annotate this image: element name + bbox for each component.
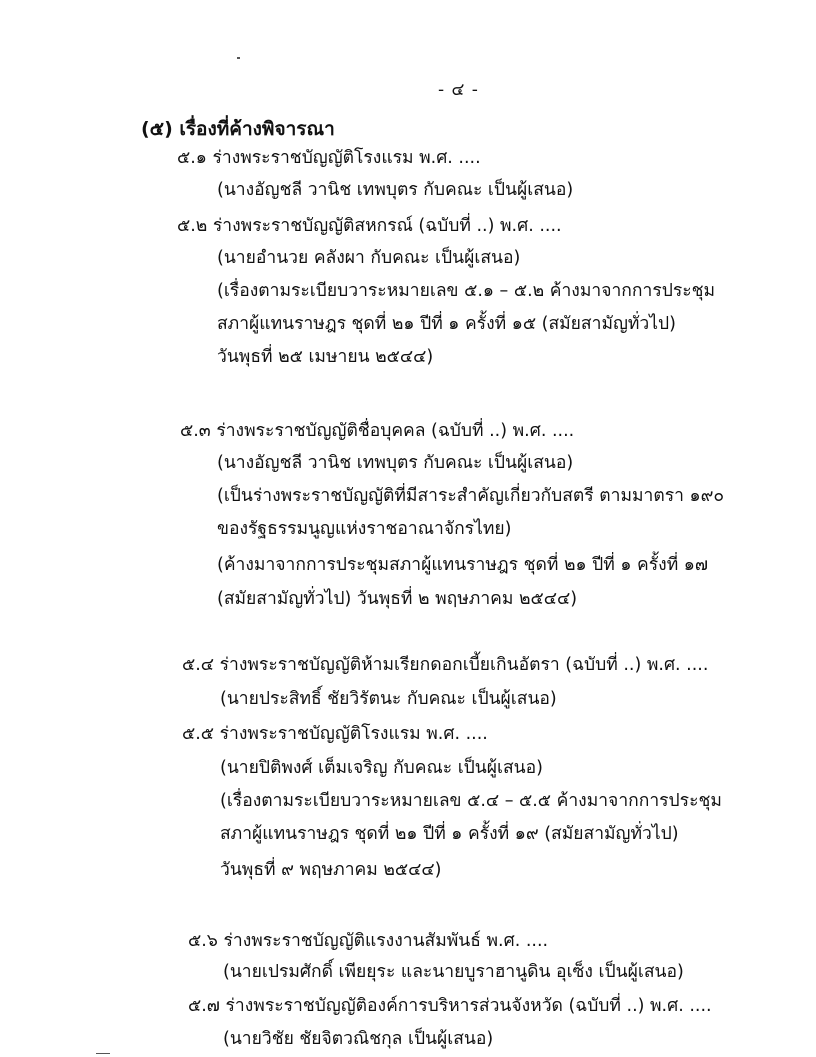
- scan-speck: [237, 57, 240, 59]
- item-line: (นายอำนวย คลังผา กับคณะ เป็นผู้เสนอ): [217, 248, 521, 268]
- item-title: ๕.๑ ร่างพระราชบัญญัติโรงแรม พ.ศ. ....: [177, 148, 481, 168]
- item-line: วันพุธที่ ๒๕ เมษายน ๒๕๔๔): [217, 347, 434, 367]
- item-line: สภาผู้แทนราษฎร ชุดที่ ๒๑ ปีที่ ๑ ครั้งที่ ๑๙ (สมัยสามัญทั่วไป): [220, 824, 679, 844]
- item-line: (นางอัญชลี วานิช เทพบุตร กับคณะ เป็นผู้เสนอ): [217, 180, 574, 200]
- item-line: (นายประสิทธิ์ ชัยวิรัตนะ กับคณะ เป็นผู้เสนอ): [220, 689, 557, 709]
- item-line: (ค้างมาจากการประชุมสภาผู้แทนราษฎร ชุดที่ ๒๑ ปีที่ ๑ ครั้งที่ ๑๗: [217, 555, 709, 575]
- item-line: (สมัยสามัญทั่วไป) วันพุธที่ ๒ พฤษภาคม ๒๕๔๔): [217, 589, 578, 609]
- item-title: ๕.๓ ร่างพระราชบัญญัติชื่อบุคคล (ฉบับที่ ..) พ.ศ. ....: [180, 421, 575, 441]
- item-line: (เป็นร่างพระราชบัญญัติที่มีสาระสำคัญเกี่ยวกับสตรี ตามมาตรา ๑๙๐: [217, 486, 725, 506]
- section-heading: (๕) เรื่องที่ค้างพิจารณา: [141, 118, 335, 140]
- item-line: (นายวิชัย ชัยจิตวณิชกุล เป็นผู้เสนอ): [223, 1029, 494, 1049]
- item-line: (เรื่องตามระเบียบวาระหมายเลข ๕.๔ – ๕.๕ ค้างมาจากการประชุม: [220, 791, 722, 811]
- item-title: ๕.๔ ร่างพระราชบัญญัติห้ามเรียกดอกเบี้ยเกินอัตรา (ฉบับที่ ..) พ.ศ. ....: [182, 655, 709, 675]
- item-title: ๕.๒ ร่างพระราชบัญญัติสหกรณ์ (ฉบับที่ ..) พ.ศ. ....: [177, 216, 562, 236]
- item-line: (นางอัญชลี วานิช เทพบุตร กับคณะ เป็นผู้เสนอ): [217, 453, 574, 473]
- item-line: (เรื่องตามระเบียบวาระหมายเลข ๕.๑ – ๕.๒ ค้างมาจากการประชุม: [217, 281, 716, 301]
- scan-speck: [96, 1053, 110, 1054]
- item-line: (นายปิติพงศ์ เต็มเจริญ กับคณะ เป็นผู้เสนอ): [220, 758, 543, 778]
- item-title: ๕.๗ ร่างพระราชบัญญัติองค์การบริหารส่วนจังหวัด (ฉบับที่ ..) พ.ศ. ....: [188, 996, 712, 1016]
- item-line: (นายเปรมศักดิ์ เพียยุระ และนายบูราฮานูดิน อุเซ็ง เป็นผู้เสนอ): [223, 962, 684, 982]
- page-number: - ๔ -: [438, 80, 479, 100]
- item-title: ๕.๕ ร่างพระราชบัญญัติโรงแรม พ.ศ. ....: [182, 724, 488, 744]
- item-line: ของรัฐธรรมนูญแห่งราชอาณาจักรไทย): [217, 519, 512, 539]
- item-line: วันพุธที่ ๙ พฤษภาคม ๒๕๔๔): [220, 860, 442, 880]
- item-line: สภาผู้แทนราษฎร ชุดที่ ๒๑ ปีที่ ๑ ครั้งที่ ๑๕ (สมัยสามัญทั่วไป): [217, 314, 676, 334]
- item-title: ๕.๖ ร่างพระราชบัญญัติแรงงานสัมพันธ์ พ.ศ. ....: [188, 931, 549, 951]
